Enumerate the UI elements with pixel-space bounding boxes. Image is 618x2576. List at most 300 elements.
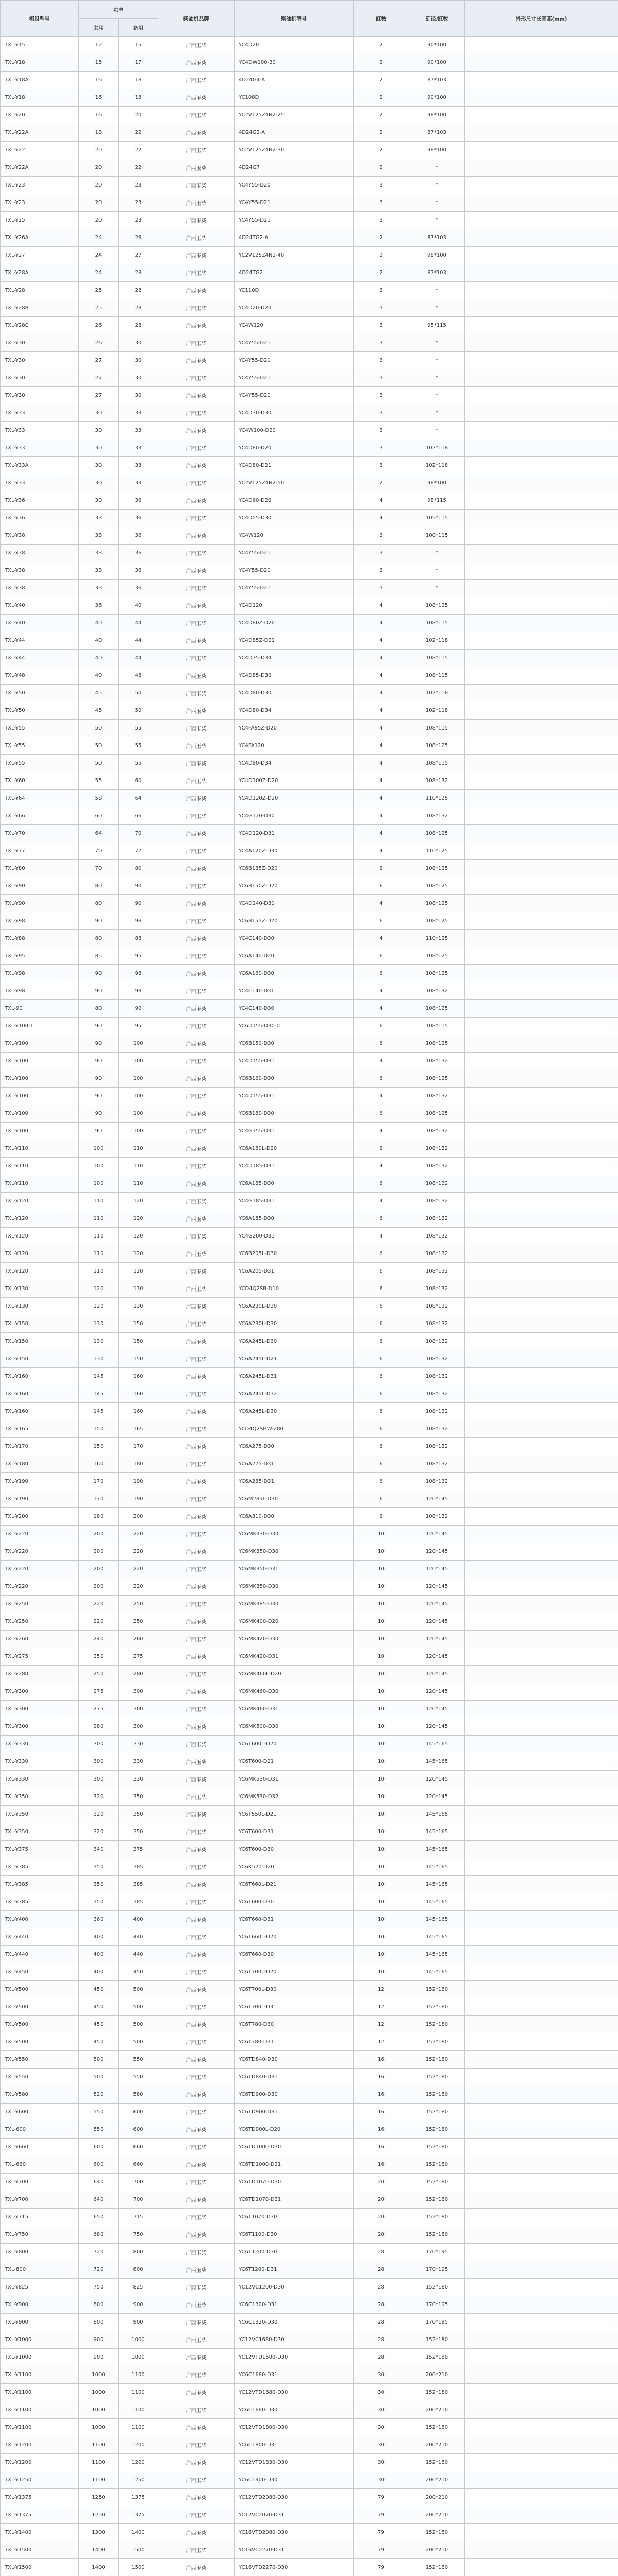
cell-engine-model: YC6T550L-D21 [235,1806,354,1823]
cell-bore-stroke: 95*115 [409,317,465,334]
cell-bore-stroke: 152*180 [409,2051,465,2069]
cell-standby-power: 20 [79,177,119,194]
cell-bore-stroke: 108*125 [409,912,465,930]
table-row [1,2401,618,2419]
cell-cylinders: 28 [354,2279,409,2296]
cell-model: TXL-Y440 [1,1946,79,1963]
cell-cylinders: 3 [354,212,409,229]
cell-standby-power: 250 [79,1666,119,1683]
table-row [1,755,618,772]
cell-bore-stroke: 110*125 [409,930,465,947]
cell-engine-model: YC6A275-D30 [235,1438,354,1455]
cell-model: TXL-Y20 [1,107,79,124]
cell-model: TXL-Y300 [1,1683,79,1701]
cell-dimensions [465,2121,618,2139]
cell-engine-model: YC6C1320-D31 [235,2296,354,2314]
cell-engine-brand: 广西玉柴 [158,1210,235,1228]
cell-engine-brand: 广西玉柴 [158,439,235,457]
cell-engine-model: YC6A205-D31 [235,1263,354,1280]
table-row [1,1981,618,1998]
cell-cylinders: 10 [354,1753,409,1771]
cell-model: TXL-Y100 [1,1070,79,1088]
header-prime: 备用 [119,19,158,37]
cell-bore-stroke: 108*125 [409,737,465,755]
cell-engine-brand: 广西玉柴 [158,1018,235,1035]
cell-bore-stroke: 105*115 [409,510,465,527]
cell-model: TXL-Y450 [1,1963,79,1981]
cell-engine-model: YC4D30-D30 [235,404,354,422]
table-row [1,72,618,89]
table-row [1,2489,618,2506]
cell-bore-stroke: 152*180 [409,2454,465,2471]
cell-cylinders: 3 [354,334,409,352]
cell-standby-power: 15 [79,54,119,72]
table-row [1,124,618,142]
cell-engine-model: YC6T1200-D30 [235,2244,354,2261]
cell-prime-power: 27 [119,247,158,264]
cell-model: TXL-Y88 [1,930,79,947]
cell-prime-power: 550 [119,2051,158,2069]
cell-model: TXL-Y750 [1,2226,79,2244]
cell-engine-model: YC4D90-D34 [235,755,354,772]
cell-bore-stroke: 170*195 [409,2244,465,2261]
cell-model: TXL-Y550 [1,2051,79,2069]
cell-cylinders: 6 [354,1298,409,1315]
cell-cylinders: 79 [354,2506,409,2524]
table-row [1,965,618,982]
cell-model: TXL-Y350 [1,1823,79,1841]
cell-cylinders: 2 [354,159,409,177]
cell-bore-stroke: 108*132 [409,1298,465,1315]
cell-dimensions [465,212,618,229]
cell-standby-power: 33 [79,562,119,580]
cell-bore-stroke: 200*210 [409,2506,465,2524]
cell-prime-power: 100 [119,1123,158,1140]
cell-standby-power: 16 [79,89,119,107]
table-row [1,2559,618,2576]
cell-engine-model: YC4D80-D20 [235,439,354,457]
cell-cylinders: 6 [354,1455,409,1473]
cell-prime-power: 36 [119,527,158,545]
cell-standby-power: 280 [79,1718,119,1736]
cell-prime-power: 22 [119,124,158,142]
cell-dimensions [465,650,618,667]
cell-cylinders: 4 [354,1053,409,1070]
cell-cylinders: 4 [354,510,409,527]
cell-engine-model: YC6TD1070-D30 [235,2174,354,2191]
cell-model: TXL-Y170 [1,1438,79,1455]
table-row [1,632,618,650]
cell-bore-stroke: 120*145 [409,1648,465,1666]
cell-bore-stroke: 152*180 [409,2069,465,2086]
cell-engine-model: YC6MK530-D32 [235,1788,354,1806]
cell-prime-power: 90 [119,1000,158,1018]
table-row [1,1315,618,1333]
cell-engine-brand: 广西玉柴 [158,212,235,229]
cell-dimensions [465,1596,618,1613]
cell-engine-model: YC6B135Z-D20 [235,860,354,877]
cell-standby-power: 450 [79,2033,119,2051]
cell-model: TXL-Y500 [1,2033,79,2051]
cell-model: TXL-Y18 [1,89,79,107]
cell-prime-power: 900 [119,2314,158,2331]
cell-prime-power: 130 [119,1298,158,1315]
cell-cylinders: 6 [354,1018,409,1035]
cell-standby-power: 180 [79,1508,119,1526]
cell-prime-power: 825 [119,2279,158,2296]
cell-cylinders: 10 [354,1963,409,1981]
cell-prime-power: 500 [119,2016,158,2033]
cell-standby-power: 90 [79,912,119,930]
cell-engine-model: YC4D80-D21 [235,457,354,474]
cell-standby-power: 1400 [79,2541,119,2559]
cell-standby-power: 600 [79,2156,119,2174]
cell-prime-power: 90 [119,895,158,912]
cell-bore-stroke: 120*145 [409,1701,465,1718]
cell-prime-power: 17 [119,54,158,72]
cell-model: TXL-Y120 [1,1228,79,1245]
cell-prime-power: 28 [119,264,158,282]
cell-engine-model: YC4Y55-D21 [235,369,354,387]
cell-cylinders: 3 [354,422,409,439]
cell-cylinders: 10 [354,1841,409,1858]
cell-prime-power: 190 [119,1473,158,1490]
cell-dimensions [465,720,618,737]
cell-bore-stroke: 90*100 [409,37,465,54]
cell-model: TXL-Y18 [1,54,79,72]
cell-standby-power: 50 [79,737,119,755]
cell-bore-stroke: 108*132 [409,1473,465,1490]
table-row [1,930,618,947]
cell-dimensions [465,597,618,615]
cell-engine-model: YC12VTD1680-D30 [235,2384,354,2401]
cell-prime-power: 40 [119,597,158,615]
table-row [1,842,618,860]
table-row [1,650,618,667]
cell-dimensions [465,1561,618,1578]
cell-cylinders: 2 [354,474,409,492]
table-row [1,1193,618,1210]
table-row [1,1736,618,1753]
cell-dimensions [465,124,618,142]
cell-standby-power: 58 [79,790,119,807]
cell-prime-power: 77 [119,842,158,860]
cell-dimensions [465,1298,618,1315]
cell-bore-stroke: 102*118 [409,632,465,650]
table-row [1,1123,618,1140]
cell-prime-power: 18 [119,72,158,89]
cell-standby-power: 110 [79,1228,119,1245]
cell-model: TXL-Y375 [1,1841,79,1858]
cell-model: TXL-Y200 [1,1508,79,1526]
table-row [1,1455,618,1473]
cell-engine-model: 4D24TG2 [235,264,354,282]
cell-prime-power: 26 [119,229,158,247]
cell-engine-model: YC6T600-D30 [235,1893,354,1911]
cell-dimensions [465,2366,618,2384]
cell-dimensions [465,404,618,422]
cell-engine-brand: 广西玉柴 [158,2261,235,2279]
cell-engine-brand: 广西玉柴 [158,1526,235,1543]
cell-engine-brand: 广西玉柴 [158,2051,235,2069]
cell-dimensions [465,1911,618,1928]
table-row [1,2261,618,2279]
cell-prime-power: 660 [119,2156,158,2174]
cell-standby-power: 110 [79,1193,119,1210]
cell-engine-model: YC6C1900-D30 [235,2471,354,2489]
cell-cylinders: 10 [354,1613,409,1631]
cell-dimensions [465,1876,618,1893]
cell-model: TXL-Y120 [1,1193,79,1210]
cell-model: TXL-Y700 [1,2191,79,2209]
cell-standby-power: 1250 [79,2489,119,2506]
cell-dimensions [465,527,618,545]
cell-cylinders: 20 [354,2174,409,2191]
table-row [1,1683,618,1701]
table-row [1,1490,618,1508]
cell-dimensions [465,912,618,930]
cell-model: TXL-Y98 [1,982,79,1000]
cell-engine-model: YC6T780-D31 [235,2033,354,2051]
cell-prime-power: 440 [119,1928,158,1946]
cell-engine-model: YC6TD900L-D20 [235,2121,354,2139]
cell-cylinders: 28 [354,2349,409,2366]
cell-engine-brand: 广西玉柴 [158,2296,235,2314]
cell-dimensions [465,2051,618,2069]
cell-cylinders: 79 [354,2489,409,2506]
cell-model: TXL-Y1000 [1,2349,79,2366]
cell-dimensions [465,2419,618,2436]
table-row [1,2524,618,2541]
cell-cylinders: 4 [354,755,409,772]
cell-engine-model: YC4D75-D34 [235,650,354,667]
cell-standby-power: 220 [79,1613,119,1631]
cell-dimensions [465,1473,618,1490]
cell-engine-model: 4D24G2-A [235,124,354,142]
cell-model: TXL-Y220 [1,1543,79,1561]
cell-engine-brand: 广西玉柴 [158,2121,235,2139]
cell-bore-stroke: 152*180 [409,2156,465,2174]
cell-bore-stroke: * [409,580,465,597]
cell-standby-power: 300 [79,1753,119,1771]
cell-model: TXL-Y50 [1,702,79,720]
cell-dimensions [465,2489,618,2506]
table-row [1,1473,618,1490]
cell-cylinders: 10 [354,1946,409,1963]
cell-dimensions [465,1420,618,1438]
cell-prime-power: 30 [119,387,158,404]
cell-prime-power: 100 [119,1070,158,1088]
cell-model: TXL-Y95 [1,947,79,965]
cell-dimensions [465,2209,618,2226]
table-row [1,1771,618,1788]
table-row [1,1631,618,1648]
cell-bore-stroke: 108*132 [409,1210,465,1228]
cell-bore-stroke: 152*180 [409,2419,465,2436]
cell-engine-brand: 广西玉柴 [158,1806,235,1823]
cell-engine-model: YC4D60-D20 [235,492,354,510]
cell-bore-stroke: 120*145 [409,1613,465,1631]
cell-cylinders: 3 [354,387,409,404]
cell-standby-power: 150 [79,1420,119,1438]
cell-model: TXL-Y33 [1,404,79,422]
cell-engine-brand: 广西玉柴 [158,1473,235,1490]
cell-standby-power: 90 [79,965,119,982]
cell-prime-power: 88 [119,930,158,947]
cell-cylinders: 3 [354,580,409,597]
cell-model: TXL-Y1375 [1,2506,79,2524]
cell-engine-brand: 广西玉柴 [158,895,235,912]
cell-prime-power: 160 [119,1385,158,1403]
cell-bore-stroke: 87*103 [409,72,465,89]
cell-engine-model: YC6T600-D30 [235,1841,354,1858]
cell-dimensions [465,2506,618,2524]
cell-standby-power: 275 [79,1701,119,1718]
cell-model: TXL-Y1000 [1,2331,79,2349]
cell-engine-brand: 广西玉柴 [158,2384,235,2401]
cell-standby-power: 450 [79,1981,119,1998]
cell-prime-power: 330 [119,1753,158,1771]
cell-standby-power: 26 [79,317,119,334]
cell-prime-power: 260 [119,1631,158,1648]
cell-engine-brand: 广西玉柴 [158,2209,235,2226]
cell-model: TXL-Y350 [1,1806,79,1823]
cell-prime-power: 130 [119,1280,158,1298]
cell-dimensions [465,2559,618,2576]
cell-model: TXL-Y64 [1,790,79,807]
cell-engine-brand: 广西玉柴 [158,72,235,89]
cell-bore-stroke: 100*115 [409,527,465,545]
table-row [1,194,618,212]
cell-cylinders: 4 [354,492,409,510]
table-row [1,1596,618,1613]
cell-engine-brand: 广西玉柴 [158,1561,235,1578]
table-row [1,510,618,527]
cell-dimensions [465,2524,618,2541]
table-row [1,2419,618,2436]
cell-model: TXL-Y40 [1,615,79,632]
cell-bore-stroke: * [409,299,465,317]
cell-dimensions [465,2086,618,2104]
cell-standby-power: 24 [79,247,119,264]
cell-standby-power: 50 [79,755,119,772]
cell-prime-power: 30 [119,369,158,387]
cell-engine-brand: 广西玉柴 [158,2156,235,2174]
cell-standby-power: 450 [79,1998,119,2016]
cell-bore-stroke: * [409,422,465,439]
cell-model: TXL-Y120 [1,1263,79,1280]
cell-bore-stroke: 98*100 [409,474,465,492]
cell-dimensions [465,2226,618,2244]
table-header [1,1,618,37]
table-row [1,1175,618,1193]
cell-standby-power: 800 [79,2296,119,2314]
cell-engine-model: YC6A245L-D31 [235,1368,354,1385]
cell-prime-power: 33 [119,474,158,492]
table-row [1,982,618,1000]
table-row [1,1963,618,1981]
cell-model: TXL-Y280 [1,1666,79,1683]
cell-engine-brand: 广西玉柴 [158,1508,235,1526]
table-row [1,1806,618,1823]
cell-engine-brand: 广西玉柴 [158,2226,235,2244]
cell-engine-model: YC6C1800-D31 [235,2436,354,2454]
cell-standby-power: 45 [79,685,119,702]
cell-cylinders: 10 [354,1823,409,1841]
cell-standby-power: 350 [79,1876,119,1893]
cell-prime-power: 1100 [119,2384,158,2401]
cell-dimensions [465,790,618,807]
cell-dimensions [465,2174,618,2191]
cell-cylinders: 10 [354,1736,409,1753]
cell-dimensions [465,2033,618,2051]
cell-standby-power: 640 [79,2174,119,2191]
cell-engine-brand: 广西玉柴 [158,89,235,107]
cell-engine-brand: 广西玉柴 [158,1596,235,1613]
cell-cylinders: 79 [354,2524,409,2541]
cell-dimensions [465,545,618,562]
cell-standby-power: 130 [79,1350,119,1368]
cell-prime-power: 190 [119,1490,158,1508]
cell-prime-power: 33 [119,422,158,439]
cell-bore-stroke: 152*180 [409,2033,465,2051]
cell-bore-stroke: 145*165 [409,1858,465,1876]
cell-standby-power: 340 [79,1841,119,1858]
cell-dimensions [465,2139,618,2156]
cell-bore-stroke: 108*132 [409,1403,465,1420]
cell-bore-stroke: 152*180 [409,2209,465,2226]
table-row [1,790,618,807]
cell-standby-power: 30 [79,492,119,510]
cell-prime-power: 30 [119,334,158,352]
cell-dimensions [465,1893,618,1911]
cell-model: TXL-Y1500 [1,2541,79,2559]
cell-engine-brand: 广西玉柴 [158,615,235,632]
table-row [1,2349,618,2366]
table-row [1,615,618,632]
header-model: 机组型号 [1,1,79,37]
table-row [1,1403,618,1420]
cell-dimensions [465,2279,618,2296]
cell-engine-model: YC6MK350-D30 [235,1543,354,1561]
cell-standby-power: 26 [79,334,119,352]
cell-prime-power: 44 [119,650,158,667]
table-row [1,1035,618,1053]
cell-bore-stroke: 108*125 [409,1070,465,1088]
cell-model: TXL-Y250 [1,1596,79,1613]
cell-engine-brand: 广西玉柴 [158,1333,235,1350]
cell-dimensions [465,1613,618,1631]
cell-prime-power: 450 [119,1963,158,1981]
table-row [1,1158,618,1175]
cell-bore-stroke: 120*145 [409,1771,465,1788]
cell-standby-power: 1250 [79,2506,119,2524]
cell-standby-power: 100 [79,1158,119,1175]
table-row [1,2454,618,2471]
cell-engine-model: YC16VTD2270-D30 [235,2559,354,2576]
cell-bore-stroke: 170*195 [409,2296,465,2314]
cell-engine-brand: 广西玉柴 [158,1070,235,1088]
cell-standby-power: 20 [79,212,119,229]
cell-dimensions [465,1858,618,1876]
cell-prime-power: 1500 [119,2559,158,2576]
cell-engine-brand: 广西玉柴 [158,527,235,545]
cell-standby-power: 70 [79,842,119,860]
cell-cylinders: 2 [354,264,409,282]
cell-model: TXL-Y28B [1,299,79,317]
cell-prime-power: 1200 [119,2436,158,2454]
cell-bore-stroke: 108*125 [409,597,465,615]
